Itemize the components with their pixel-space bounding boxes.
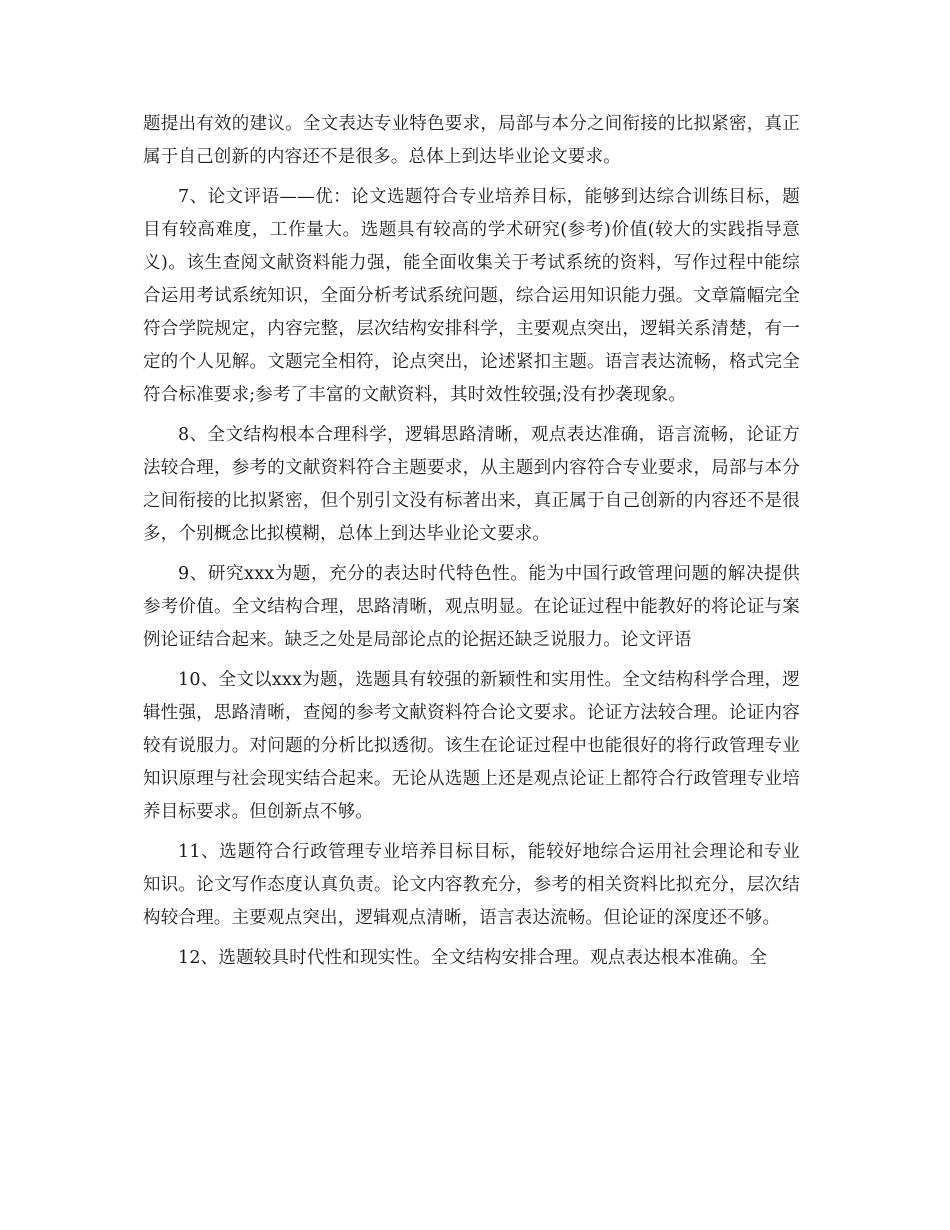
paragraph-comment-10: 10、全文以xxx为题，选题具有较强的新颖性和实用性。全文结构科学合理，逻辑性强，思路清晰，查阅的参考文献资料符合论文要求。论证方法较合理。论证内容较有说服力。对问题的分析比拟透彻。该生在论证过程中也能很好的将行政管理专业知识原理与社会现实结合起来。无论从选题上还是观点论证上都符合行政管理专业培养目标要求。但创新点不够。: [143, 670, 800, 822]
paragraph-continuation: 题提出有效的建议。全文表达专业特色要求，局部与本分之间衔接的比拟紧密，真正属于自己创新的内容还不是很多。总体上到达毕业论文要求。: [143, 114, 800, 167]
paragraph-comment-7: 7、论文评语——优：论文选题符合专业培养目标，能够到达综合训练目标，题目有较高难度，工作量大。选题具有较高的学术研究(参考)价值(较大的实践指导意义)。该生查阅文献资料能力强，能全面收集关于考试系统的资料，写作过程中能综合运用考试系统知识，全面分析考试系统问题，综合运用知识能力强。文章篇幅完全符合学院规定，内容完整，层次结构安排科学，主要观点突出，逻辑关系清楚，有一定的个人见解。文题完全相符，论点突出，论述紧扣主题。语言表达流畅，格式完全符合标准要求;参考了丰富的文献资料，其时效性较强;没有抄袭现象。: [143, 187, 800, 405]
paragraph-comment-9: 9、研究xxx为题，充分的表达时代特色性。能为中国行政管理问题的解决提供参考价值。全文结构合理，思路清晰，观点明显。在论证过程中能教好的将论证与案例论证结合起来。缺乏之处是局部论点的论据还缺乏说服力。论文评语: [143, 564, 800, 650]
paragraph-comment-11: 11、选题符合行政管理专业培养目标目标，能较好地综合运用社会理论和专业知识。论文写作态度认真负责。论文内容教充分，参考的相关资料比拟充分，层次结构较合理。主要观点突出，逻辑观点清晰，语言表达流畅。但论证的深度还不够。: [143, 842, 800, 928]
paragraph-comment-8: 8、全文结构根本合理科学，逻辑思路清晰，观点表达准确，语言流畅，论证方法较合理，参考的文献资料符合主题要求，从主题到内容符合专业要求，局部与本分之间衔接的比拟紧密，但个别引文没有标著出来，真正属于自己创新的内容还不是很多，个别概念比拟模糊，总体上到达毕业论文要求。: [143, 425, 800, 544]
paragraph-comment-12: 12、选题较具时代性和现实性。全文结构安排合理。观点表达根本准确。全: [178, 948, 768, 968]
